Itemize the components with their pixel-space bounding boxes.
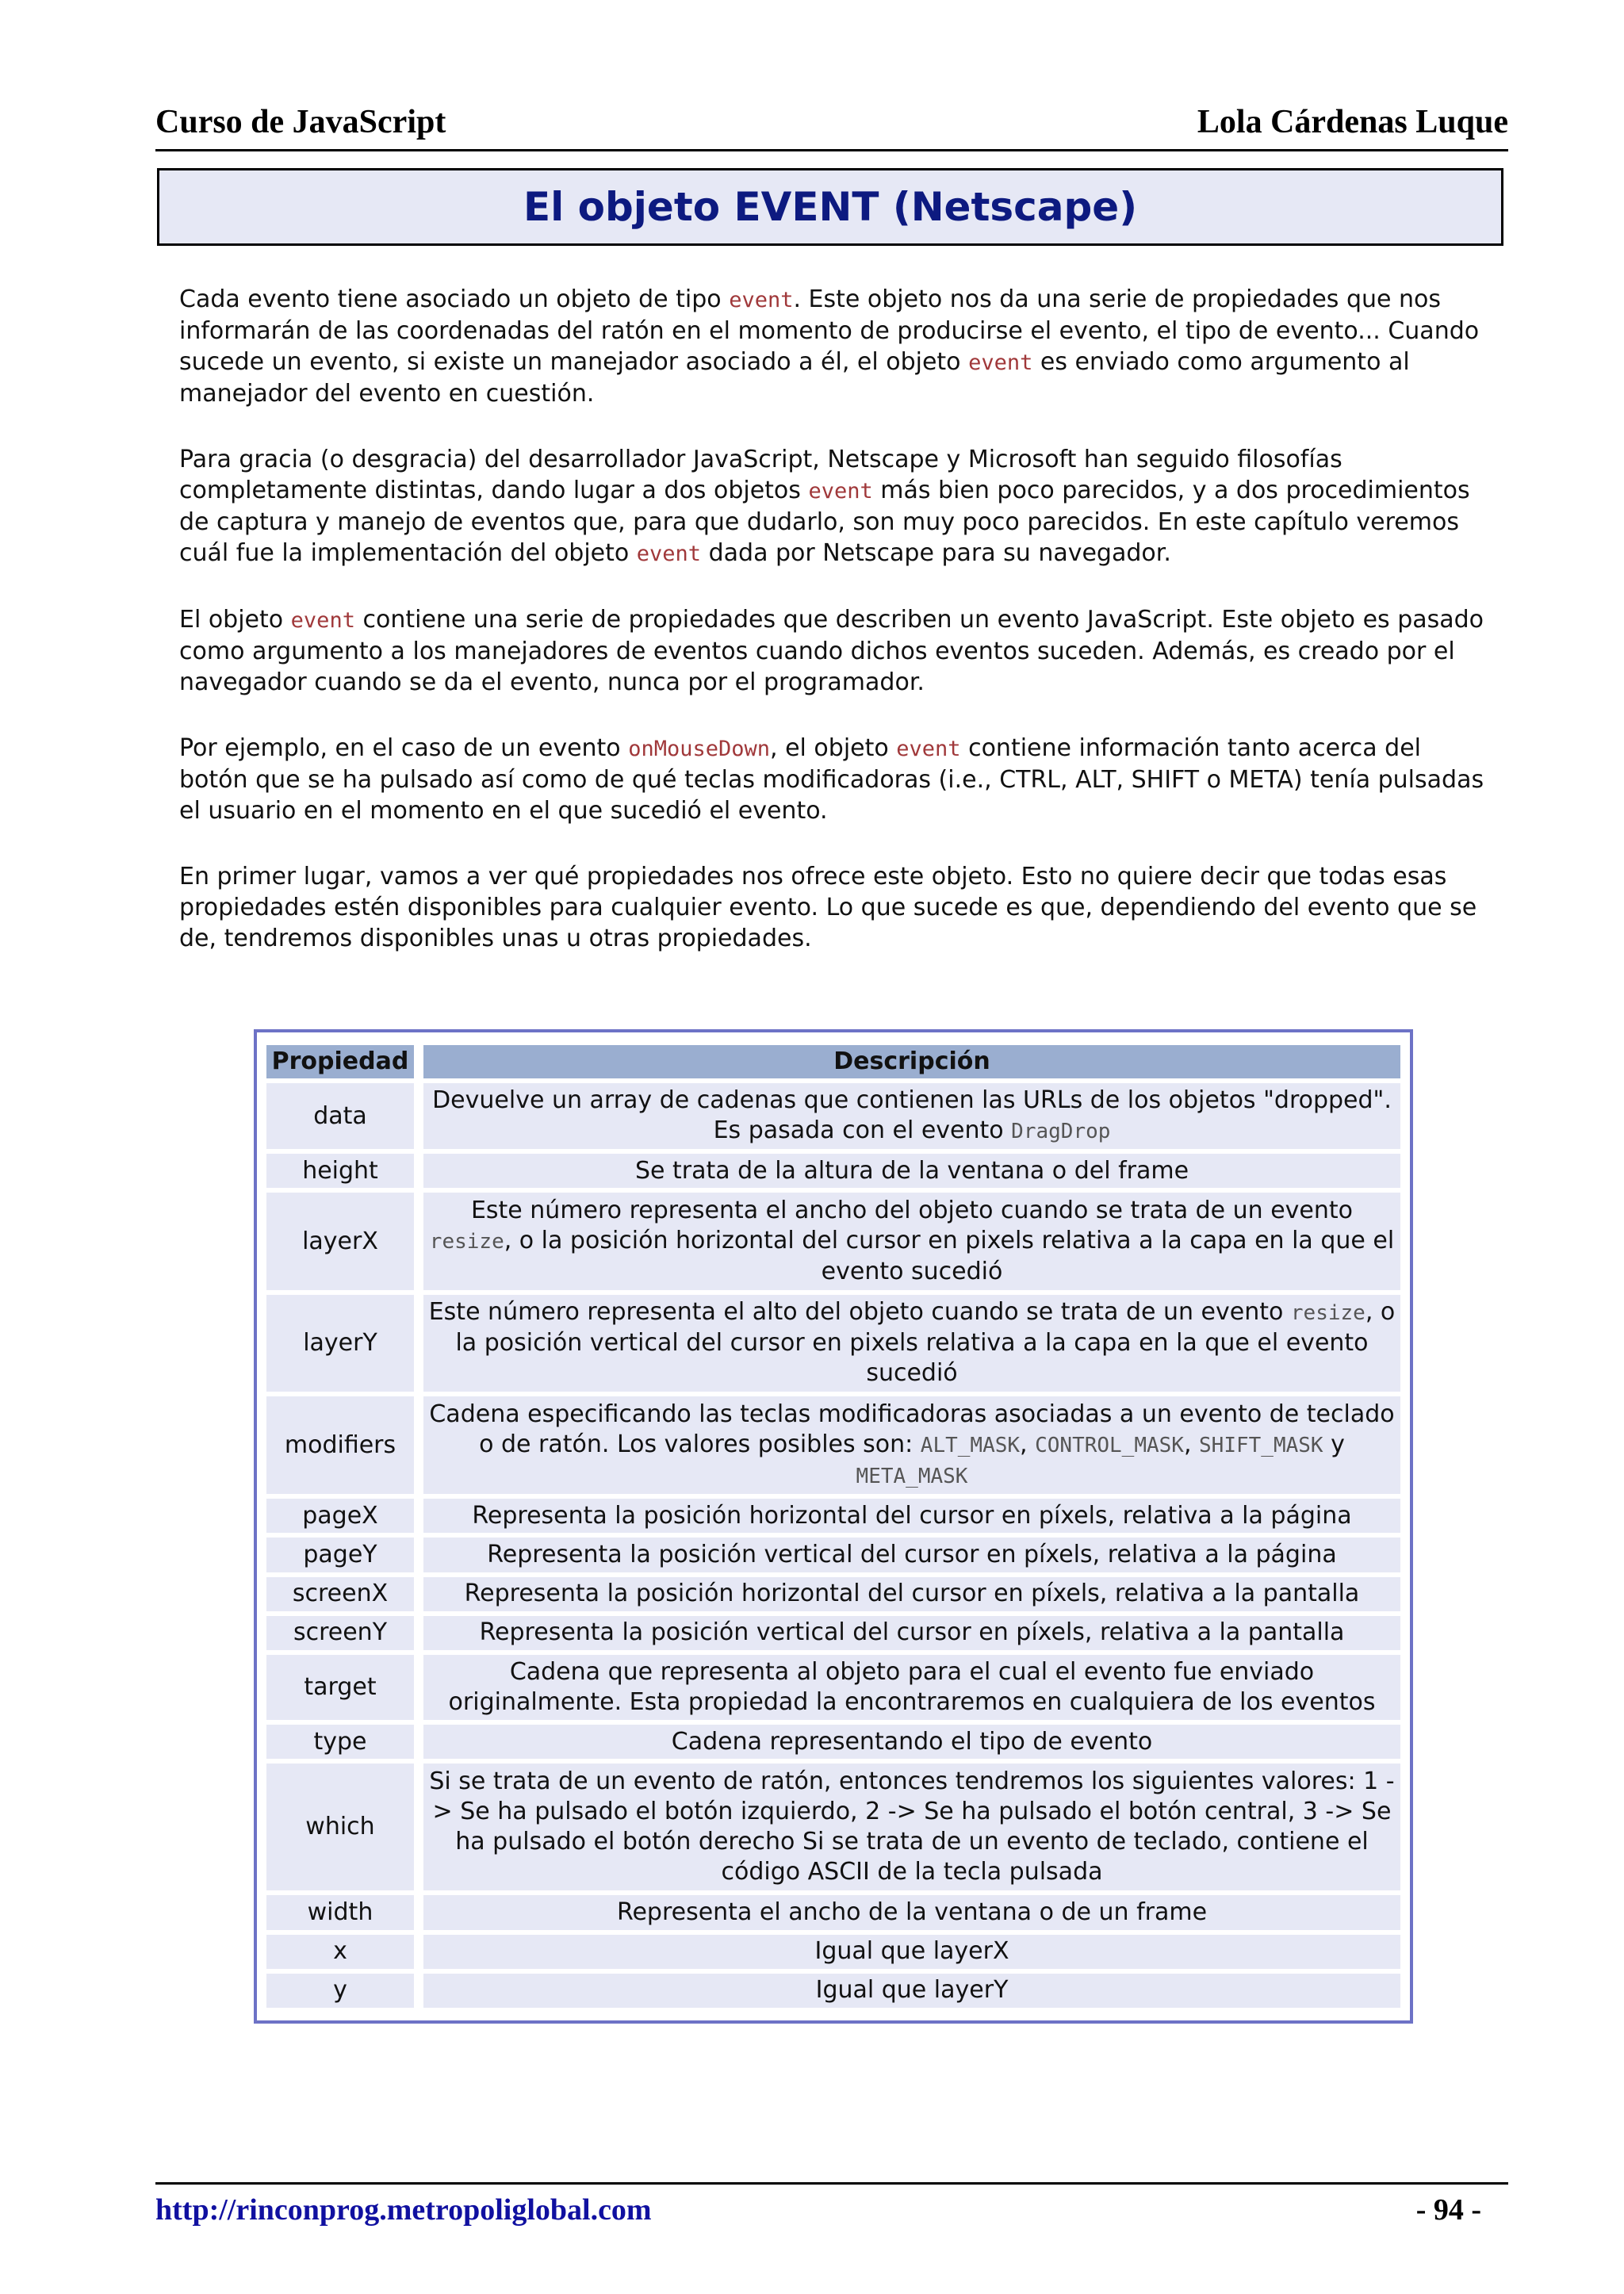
body-text (179, 284, 1488, 989)
text-run: . Este objeto nos da una serie de propiedades que nos informarán de las coordenadas del ratón en el momento de producirse el evento, el tipo de evento... Cuando sucede un evento, si existe un manejador asociado a él, el objeto (179, 285, 1480, 376)
table-row (266, 1935, 1400, 1969)
table-row (266, 1083, 1400, 1149)
property-name: pageY (266, 1538, 423, 1572)
property-description: Representa el ancho de la ventana o de un frame (423, 1895, 1400, 1929)
text-run: dada por Netscape para su navegador. (701, 539, 1171, 567)
text-run: Devuelve un array de cadenas que contienen las URLs de los objetos "dropped". Es pasada con el evento (432, 1086, 1392, 1145)
text-run: Por ejemplo, en el caso de un evento (179, 734, 629, 762)
property-name: data (266, 1083, 423, 1149)
table-row (266, 1295, 1400, 1392)
properties-table-frame (254, 1029, 1413, 2024)
property-description: Igual que layerY (423, 1974, 1400, 2008)
property-name: layerX (266, 1193, 423, 1289)
paragraph-5 (179, 861, 1488, 954)
property-description: Igual que layerX (423, 1935, 1400, 1969)
table-row (266, 1655, 1400, 1720)
inline-code: SHIFT_MASK (1199, 1433, 1323, 1457)
page-header (155, 94, 1508, 151)
property-name: y (266, 1974, 423, 2008)
text-run: Este número representa el alto del objeto cuando se trata de un evento (428, 1298, 1291, 1327)
text-run: Cadena especificando las teclas modificadoras asociadas a un evento de teclado o de ratón. Los valores posibles son: (429, 1400, 1395, 1458)
inline-code: event (896, 737, 961, 761)
page-footer (155, 2182, 1508, 2243)
property-description: Cadena representando el tipo de evento (423, 1725, 1400, 1759)
inline-code: onMouseDown (628, 737, 771, 761)
property-description (423, 1295, 1400, 1392)
text-run: es enviado como argumento al manejador del evento en cuestión. (179, 348, 1410, 408)
text-run: Para gracia (o desgracia) del desarrollador JavaScript, Netscape y Microsoft han seguido filosofías completamente distintas, dando lugar a dos objetos (179, 446, 1342, 504)
table-row (266, 1396, 1400, 1494)
property-description: Cadena que representa al objeto para el cual el evento fue enviado originalmente. Esta propiedad la encontraremos en cualquiera de los eventos (423, 1655, 1400, 1720)
table-row (266, 1764, 1400, 1890)
text-run: El objeto (179, 606, 291, 634)
table-row (266, 1193, 1400, 1289)
inline-code: event (968, 350, 1033, 375)
text-run: En primer lugar, vamos a ver qué propiedades nos ofrece este objeto. Esto no quiere decir que todas esas propiedades estén disponibles para cualquier evento. Lo que sucede es que, dependiendo del evento que se de, tendremos disponibles unas u otras propiedades. (179, 863, 1477, 952)
properties-table (266, 1040, 1400, 2013)
property-name: which (266, 1764, 423, 1890)
property-description: Representa la posición horizontal del cursor en píxels, relativa a la pantalla (423, 1577, 1400, 1611)
property-description: Se trata de la altura de la ventana o del frame (423, 1154, 1400, 1188)
paragraph-3 (179, 604, 1488, 698)
inline-code: ALT_MASK (920, 1433, 1021, 1457)
chapter-title-box (157, 168, 1503, 246)
text-run: , el objeto (770, 734, 897, 762)
text-run: , o la posición horizontal del cursor en pixels relativa a la capa en la que el evento sucedió (504, 1227, 1395, 1285)
text-run: , (1020, 1430, 1036, 1458)
text-run: más bien poco parecidos, y a dos procedimientos de captura y manejo de eventos que, para que dudarlo, son muy poco parecidos. En este capítulo veremos cuál fue la implementación del objeto (179, 477, 1470, 567)
text-run: Cada evento tiene asociado un objeto de tipo (179, 285, 730, 313)
text-run: y (1323, 1430, 1345, 1458)
page-number: - 94 - (1415, 2193, 1481, 2227)
property-name: pageX (266, 1499, 423, 1533)
paragraph-1 (179, 284, 1488, 409)
property-name: width (266, 1895, 423, 1929)
property-name: screenY (266, 1616, 423, 1650)
property-name: height (266, 1154, 423, 1188)
property-name: type (266, 1725, 423, 1759)
table-row (266, 1499, 1400, 1533)
property-description: Si se trata de un evento de ratón, entonces tendremos los siguientes valores: 1 -> Se ha pulsado el botón izquierdo, 2 -> Se ha pulsado el botón central, 3 -> Se ha pulsado el botón derecho Si se trata de un evento de teclado, contiene el código ASCII de la tecla pulsada (423, 1764, 1400, 1890)
text-run: contiene una serie de propiedades que describen un evento JavaScript. Este objeto es pasado como argumento a los manejadores de eventos cuando dichos eventos suceden. Además, es creado por el navegador cuando se da el evento, nunca por el programador. (179, 606, 1484, 696)
inline-code: META_MASK (856, 1464, 968, 1488)
text-run: contiene información tanto acerca del botón que se ha pulsado así como de qué teclas modificadoras (i.e., CTRL, ALT, SHIFT o META) tenía pulsadas el usuario en el momento en el que sucedió el evento. (179, 734, 1484, 825)
property-name: screenX (266, 1577, 423, 1611)
paragraph-4 (179, 733, 1488, 826)
inline-code: resize (1290, 1301, 1365, 1326)
inline-code: event (636, 542, 702, 566)
property-name: target (266, 1655, 423, 1720)
property-description (423, 1083, 1400, 1149)
text-run: , (1183, 1430, 1200, 1458)
table-row (266, 1154, 1400, 1188)
property-description: Representa la posición horizontal del cursor en píxels, relativa a la página (423, 1499, 1400, 1533)
footer-website-link[interactable]: http://rinconprog.metropoliglobal.com (155, 2193, 652, 2227)
header-author: Lola Cárdenas Luque (1197, 104, 1508, 140)
inline-code: resize (429, 1230, 504, 1254)
table-header-row (266, 1045, 1400, 1078)
header-course-title: Curso de JavaScript (155, 104, 446, 140)
paragraph-2 (179, 444, 1488, 569)
column-header-property: Propiedad (266, 1045, 423, 1078)
inline-code: event (729, 288, 794, 312)
table-row (266, 1725, 1400, 1759)
property-description (423, 1396, 1400, 1494)
inline-code: DragDrop (1011, 1120, 1111, 1144)
property-description (423, 1193, 1400, 1289)
text-run: , o la posición vertical del cursor en pixels relativa a la capa en la que el evento sucedió (455, 1298, 1396, 1388)
inline-code: CONTROL_MASK (1035, 1433, 1184, 1457)
chapter-title: El objeto EVENT (Netscape) (523, 184, 1138, 230)
table-row (266, 1974, 1400, 2008)
property-description: Representa la posición vertical del cursor en píxels, relativa a la pantalla (423, 1616, 1400, 1650)
property-name: x (266, 1935, 423, 1969)
property-description: Representa la posición vertical del cursor en píxels, relativa a la página (423, 1538, 1400, 1572)
text-run: Este número representa el ancho del objeto cuando se trata de un evento (470, 1197, 1354, 1224)
inline-code: event (290, 608, 355, 633)
column-header-description: Descripción (423, 1045, 1400, 1078)
property-name: layerY (266, 1295, 423, 1392)
table-row (266, 1895, 1400, 1929)
table-row (266, 1577, 1400, 1611)
table-row (266, 1616, 1400, 1650)
inline-code: event (808, 479, 873, 504)
table-row (266, 1538, 1400, 1572)
property-name: modifiers (266, 1396, 423, 1494)
